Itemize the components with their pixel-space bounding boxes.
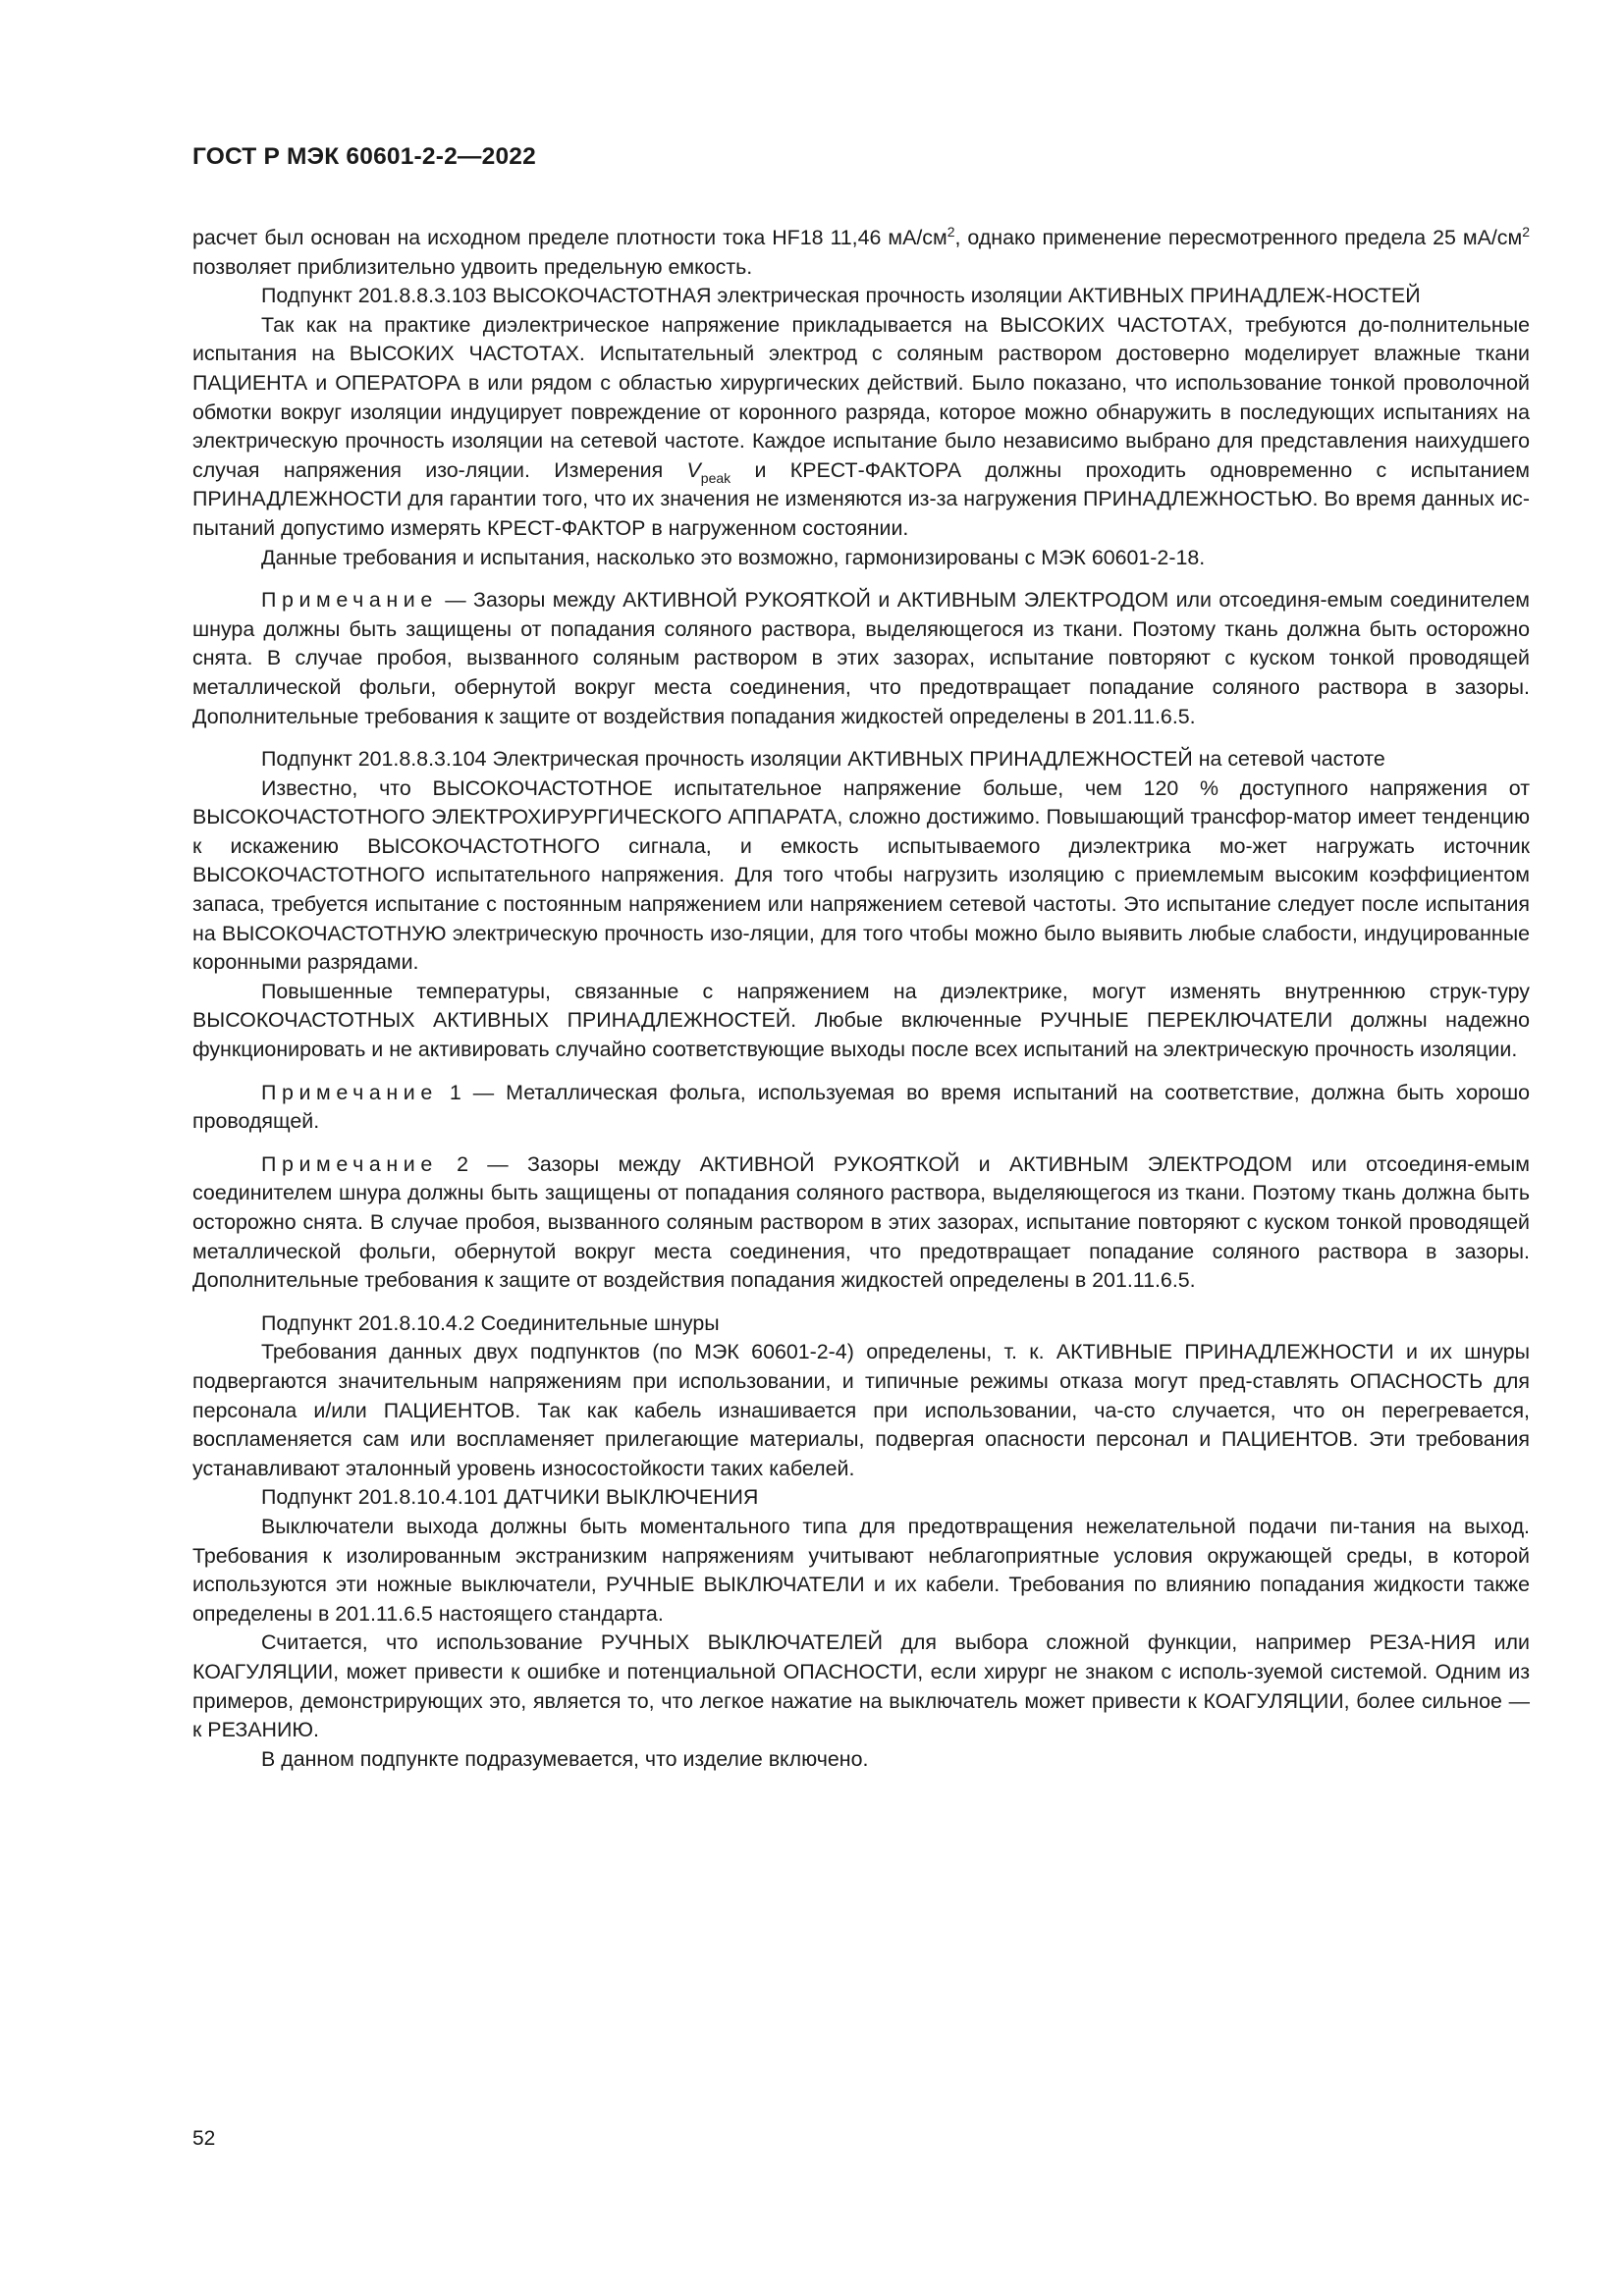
subclause-heading-201-8-8-3-103: Подпункт 201.8.8.3.103 ВЫСОКОЧАСТОТНАЯ электрическая прочность изоляции АКТИВНЫХ ПРИНАДЛЕЖ-НОСТЕЙ: [261, 284, 1421, 308]
paragraph-harmonized: Данные требования и испытания, насколько это возможно, гармонизированы с МЭК 60601-2-18.: [261, 545, 1206, 569]
subclause-heading-201-8-8-3-104: Подпункт 201.8.8.3.104 Электрическая прочность изоляции АКТИВНЫХ ПРИНАДЛЕЖНОСТЕЙ на сетевой частоте: [261, 747, 1385, 772]
paragraph-hf-tests: Так как на практике диэлектрическое напряжение прикладывается на ВЫСОКИХ ЧАСТОТАХ, требуются до-полнительные испытания на ВЫСОКИХ ЧАСТОТАХ. Испытательный электрод с соляным раствором достоверно моделирует влажные ткани ПАЦИЕНТА и ОПЕРАТОРА в или рядом с областью хирургических действий. Было показано, что использование тонкой проволочной обмотки вокруг изоляции индуцирует повреждение от коронного разряда, которое можно обнаружить в последующих испытаниях на электрическую прочность изоляции на сетевой частоте. Каждое испытание было независимо выбрано для представления наихудшего случая напряжения изо-ляции. Измерения $V_{peak}$ и КРЕСТ-ФАКТОРА должны проходить одновременно с испытанием ПРИНАДЛЕЖНОСТИ для гарантии того, что их значения не изменяются из-за нагружения ПРИНАДЛЕЖНОСТЬЮ. Во время данных ис-пытаний допустимо измерять КРЕСТ-ФАКТОР в нагруженном состоянии.: [192, 312, 1530, 540]
document-header: ГОСТ Р МЭК 60601-2-2—2022: [192, 143, 536, 170]
document-body: [192, 224, 1530, 1774]
subclause-heading-201-8-10-4-101: Подпункт 201.8.10.4.101 ДАТЧИКИ ВЫКЛЮЧЕНИЯ: [261, 1485, 759, 1510]
paragraph-device-on: В данном подпункте подразумевается, что изделие включено.: [261, 1746, 869, 1771]
paragraph-cords: Требования данных двух подпунктов (по МЭК 60601-2-4) определены, т. к. АКТИВНЫЕ ПРИНАДЛЕЖНОСТИ и их шнуры подвергаются значительным напряжениям при использовании, и типичные режимы отказа могут пред-ставлять ОПАСНОСТЬ для персонала и/или ПАЦИЕНТОВ. Так как кабель изнашивается при использовании, ча-сто случается, что он перегревается, воспламеняется сам или воспламеняет прилегающие материалы, подвергая опасности персонал и ПАЦИЕНТОВ. Эти требования устанавливают эталонный уровень износостойкости таких кабелей.: [192, 1340, 1530, 1480]
paragraph-hf-test-voltage: Известно, что ВЫСОКОЧАСТОТНОЕ испытательное напряжение больше, чем 120 % доступного напряжения от ВЫСОКОЧАСТОТНОГО ЭЛЕКТРОХИРУРГИЧЕСКОГО АППАРАТА, сложно достижимо. Повышающий трансфор-матор имеет тенденцию к искажению ВЫСОКОЧАСТОТНОГО сигнала, и емкость испытываемого диэлектрика мо-жет нагружать источник ВЫСОКОЧАСТОТНОГО испытательного напряжения. Для того чтобы нагрузить изоляцию с приемлемым высоким коэффициентом запаса, требуется испытание с постоянным напряжением или напряжением сетевой частоты. Это испытание следует после испытания на ВЫСОКОЧАСТОТНУЮ электрическую прочность изо-ляции, для того чтобы можно было выявить любые слабости, индуцированные коронными разрядами.: [192, 775, 1530, 975]
note: Примечание — Зазоры между АКТИВНОЙ РУКОЯТКОЙ и АКТИВНЫМ ЭЛЕКТРОДОМ или отсоединя-емым соединителем шнура должны быть защищены от попадания соляного раствора, выделяющегося из ткани. Поэтому ткань должна быть осторожно снята. В случае пробоя, вызванного соляным раствором в этих зазорах, испытание повторяют с куском тонкой проводящей металлической фольги, обернутой вокруг места соединения, что предотвращает попадание соляного раствора в зазоры. Дополнительные требования к защите от воздействия попадания жидкостей определены в 201.11.6.5.: [192, 588, 1530, 728]
document-page: [192, 143, 1530, 1774]
page-number: 52: [192, 2127, 216, 2150]
paragraph-continuation: расчет был основан на исходном пределе плотности тока HF18 11,46 $мА/см^2$, однако применение пересмотренного предела 25 $мА/см^2$ позволяет приблизительно удвоить предельную емкость.: [192, 224, 1530, 279]
note-1: Примечание 1 — Металлическая фольга, используемая во время испытаний на соответствие, должна быть хорошо проводящей.: [192, 1080, 1530, 1134]
note-2: Примечание 2 — Зазоры между АКТИВНОЙ РУКОЯТКОЙ и АКТИВНЫМ ЭЛЕКТРОДОМ или отсоединя-емым соединителем шнура должны быть защищены от попадания соляного раствора, выделяющегося из ткани. Поэтому ткань должна быть осторожно снята. В случае пробоя, вызванного соляным раствором в этих зазорах, испытание повторяют с куском тонкой проводящей металлической фольги, обернутой вокруг места соединения, что предотвращает попадание соляного раствора в зазоры. Дополнительные требования к защите от воздействия попадания жидкостей определены в 201.11.6.5.: [192, 1151, 1530, 1293]
subclause-heading-201-8-10-4-2: Подпункт 201.8.10.4.2 Соединительные шнуры: [261, 1310, 720, 1335]
paragraph-hand-switches: Считается, что использование РУЧНЫХ ВЫКЛЮЧАТЕЛЕЙ для выбора сложной функции, например РЕЗА-НИЯ или КОАГУЛЯЦИИ, может привести к ошибке и потенциальной ОПАСНОСТИ, если хирург не знаком с исполь-зуемой системой. Одним из примеров, демонстрирующих это, является то, что легкое нажатие на выключатель может привести к КОАГУЛЯЦИИ, более сильное — к РЕЗАНИЮ.: [192, 1630, 1530, 1742]
paragraph-temperatures: Повышенные температуры, связанные с напряжением на диэлектрике, могут изменять внутреннюю струк-туру ВЫСОКОЧАСТОТНЫХ АКТИВНЫХ ПРИНАДЛЕЖНОСТЕЙ. Любые включенные РУЧНЫЕ ПЕРЕКЛЮЧАТЕЛИ должны надежно функционировать и не активировать случайно соответствующие выходы после всех испытаний на электрическую прочность изоляции.: [192, 979, 1530, 1062]
paragraph-output-switches: Выключатели выхода должны быть моментального типа для предотвращения нежелательной подачи пи-тания на выход. Требования к изолированным экстранизким напряжениям учитывают неблагоприятные условия окружающей среды, в которой используются эти ножные выключатели, РУЧНЫЕ ВЫКЛЮЧАТЕЛИ и их кабели. Требования по влиянию попадания жидкости также определены в 201.11.6.5 настоящего стандарта.: [192, 1514, 1530, 1626]
